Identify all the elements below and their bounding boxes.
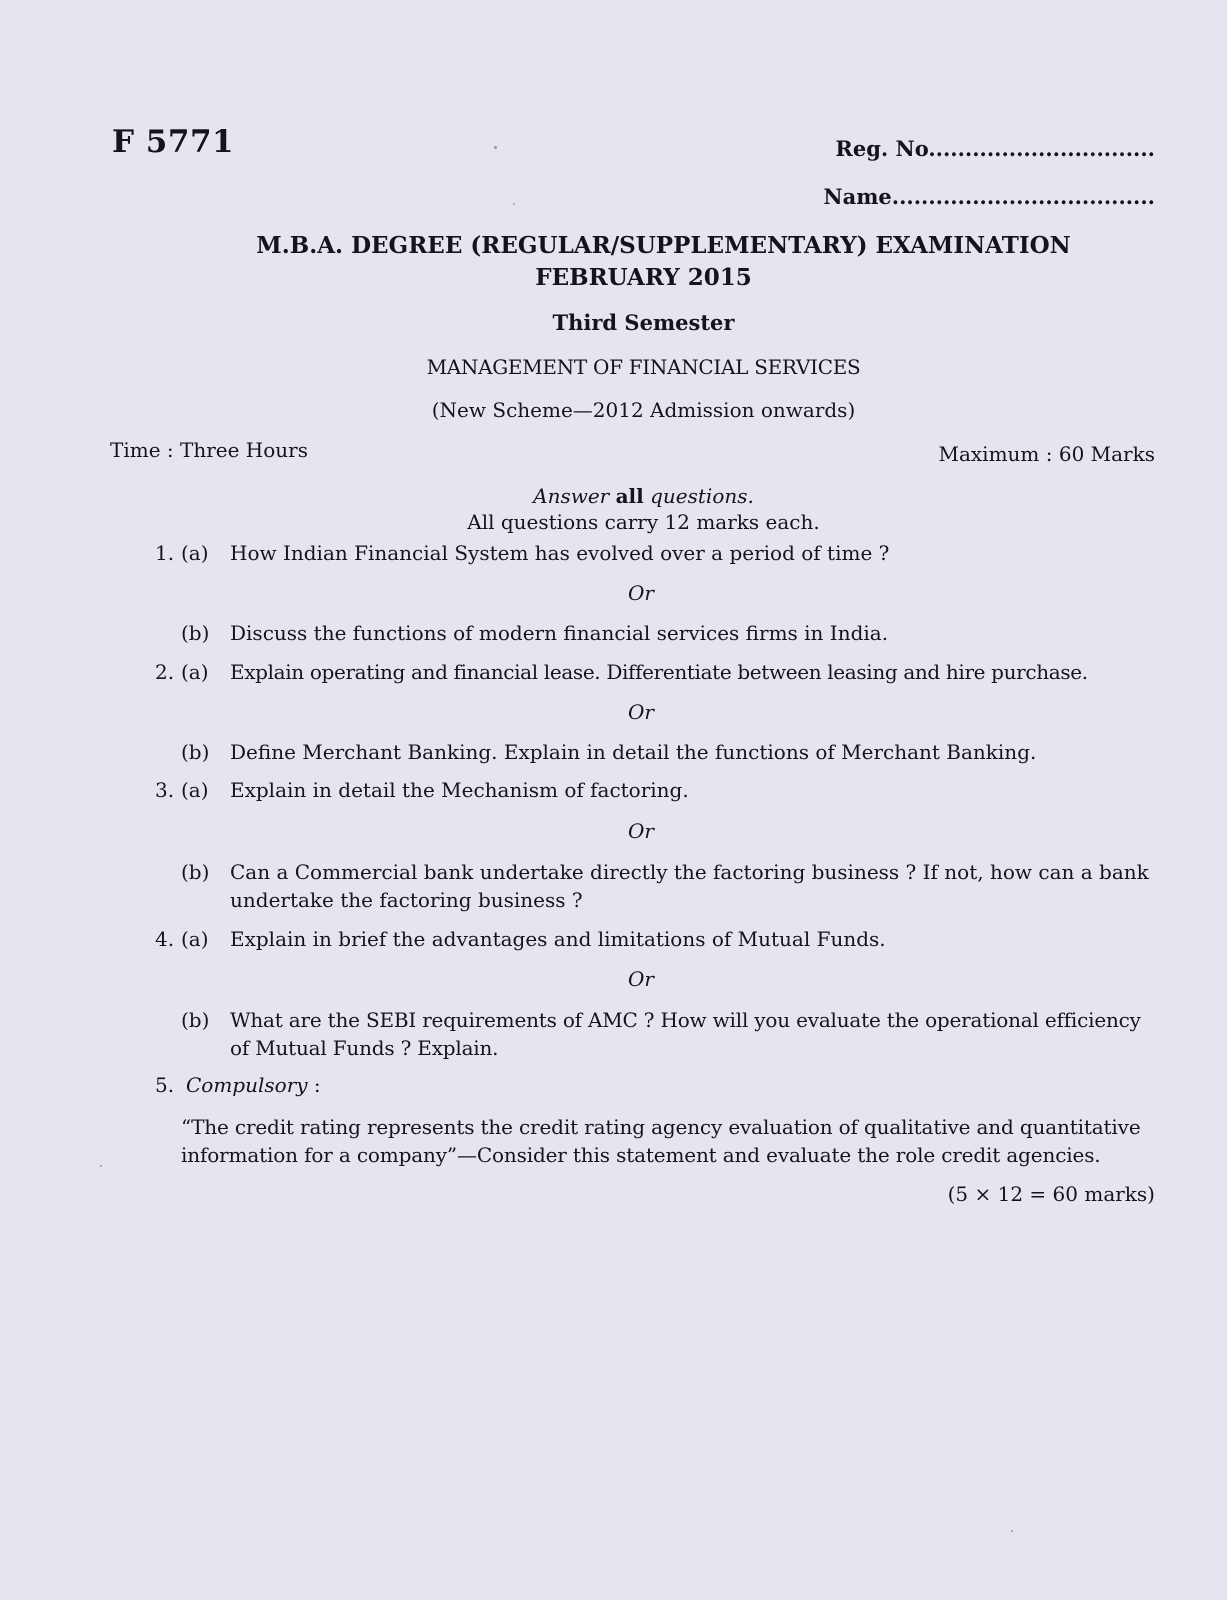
question-text: Can a Commercial bank undertake directly the factoring business ? If not, how can a bank undertake the factoring business ? [230,860,1149,912]
reg-no-label: Reg. No [835,136,929,161]
scan-speck [100,1165,102,1167]
instruction-line-1 [30,484,1227,508]
question-number: 1. [155,541,175,565]
compulsory-colon: : [313,1073,321,1097]
instruction-text: Answer [533,484,610,508]
or-separator: Or [628,819,654,843]
exam-title: M.B.A. DEGREE (REGULAR/SUPPLEMENTARY) EXAMINATION [256,232,1071,259]
question-text: Define Merchant Banking. Explain in detail the functions of Merchant Banking. [230,740,1037,764]
instruction-text: All questions carry [467,510,659,534]
question-text: How Indian Financial System has evolved over a period of time ? [230,541,890,565]
instruction-marks: 12 [664,510,690,534]
instruction-text: marks each. [696,510,820,534]
compulsory-text: Compulsory [186,1073,308,1097]
question-part: (a) [181,927,209,951]
semester: Third Semester [552,310,735,335]
question-number: 3. [155,778,175,802]
or-separator: Or [628,581,654,605]
question-text: Discuss the functions of modern financial services firms in India. [230,621,889,645]
scan-speck [1011,1530,1013,1532]
or-separator: Or [628,700,654,724]
compulsory-label [186,1073,321,1097]
question-part: (b) [181,740,210,764]
question-number: 2. [155,660,175,684]
scan-speck [513,203,515,205]
scan-speck [494,146,497,149]
instruction-text: questions. [650,484,754,508]
question-text: Explain operating and financial lease. Differentiate between leasing and hire purchase. [230,660,1088,684]
reg-no-dots: ............................... [928,136,1155,161]
question-number: 5. [155,1073,175,1097]
question-part: (a) [181,660,209,684]
time-allowed: Time : Three Hours [110,438,308,462]
question-part: (a) [181,778,209,802]
name-dots: .................................... [891,184,1155,209]
exam-session: FEBRUARY 2015 [535,264,752,291]
subject-title: MANAGEMENT OF FINANCIAL SERVICES [426,355,861,379]
paper-code: F 5771 [112,124,235,160]
question-part: (b) [181,1008,210,1032]
question-text: Explain in brief the advantages and limitations of Mutual Funds. [230,927,886,951]
instruction-emphasis: all [615,484,644,508]
instruction-line-2 [30,510,1227,534]
total-marks: (5 × 12 = 60 marks) [947,1182,1155,1206]
question-text: Explain in detail the Mechanism of factoring. [230,778,689,802]
question-text: What are the SEBI requirements of AMC ? How will you evaluate the operational efficiency of Mutual Funds ? Explain. [230,1008,1141,1060]
question-part: (b) [181,860,210,884]
maximum-marks: Maximum : 60 Marks [938,442,1155,466]
scheme: (New Scheme—2012 Admission onwards) [431,398,856,422]
question-text: “The credit rating represents the credit rating agency evaluation of qualitative and quantitative information for a company”—Consider this statement and evaluate the role credit agencies. [181,1115,1141,1167]
question-part: (b) [181,621,210,645]
question-part: (a) [181,541,209,565]
reg-no-field [835,136,1155,161]
name-label: Name [823,184,892,209]
or-separator: Or [628,967,654,991]
name-field [823,184,1155,209]
question-number: 4. [155,927,175,951]
